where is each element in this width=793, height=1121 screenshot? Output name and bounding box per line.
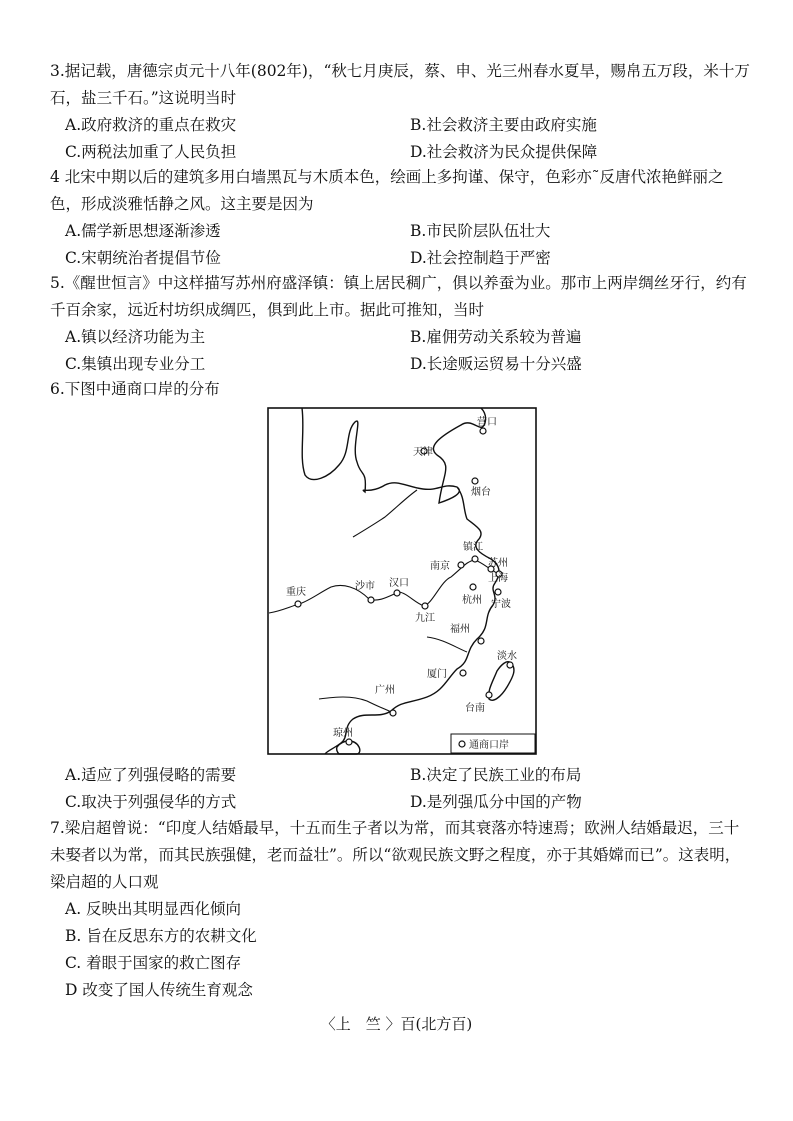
option-d: D 改变了国人传统生育观念 [65, 981, 253, 999]
options-row [50, 351, 750, 378]
city-label-jiujiang: 九江 [415, 613, 435, 624]
options-row [50, 245, 750, 272]
treaty-ports-map [267, 407, 537, 755]
port-marker-fuzhou [478, 638, 484, 644]
legend-marker [459, 741, 465, 747]
question-stem: 3.据记载，唐德宗贞元十八年(802年)，“秋七月庚辰，蔡、申、光三州春水夏旱，赐帛五万段，米十万石，盐三千石。”这说明当时 [50, 62, 750, 107]
port-marker-qiongzhou [346, 739, 352, 745]
city-label-zhenjiang: 镇江 [463, 542, 483, 553]
port-marker-shashi [368, 597, 374, 603]
city-label-fuzhou: 福州 [450, 624, 470, 635]
city-label-guangzhou: 广州 [375, 685, 395, 696]
port-marker-tainan [486, 692, 492, 698]
option-a: A.儒学新思想逐渐渗透 [65, 222, 221, 240]
option-a: A.适应了列强侵略的需要 [65, 766, 237, 784]
city-label-tainan: 台南 [465, 703, 485, 714]
port-marker-jiujiang [422, 603, 428, 609]
city-label-qiongzhou: 琼州 [333, 728, 353, 739]
city-label-ningbo: 宁波 [491, 599, 511, 610]
question-stem: 5.《醒世恒言》中这样描写苏州府盛泽镇：镇上居民稠广，俱以养蚕为业。那市上两岸绸丝牙行，约有千百余家，远近村坊织成绸匹，俱到此上市。据此可推知，当时 [50, 274, 747, 319]
option-d: D.社会救济为民众提供保障 [410, 143, 598, 161]
option-d: D.是列强瓜分中国的产物 [410, 793, 582, 811]
options-row [50, 112, 750, 139]
option-c: C.取决于列强侵华的方式 [65, 793, 237, 811]
option-d: D.长途贩运贸易十分兴盛 [410, 355, 582, 373]
question-3 [50, 58, 750, 166]
port-marker-nanjing [458, 562, 464, 568]
options-row [50, 324, 750, 351]
option-b: B.雇佣劳动关系较为普遍 [410, 328, 582, 346]
question-4 [50, 164, 750, 272]
port-marker-yingkou [480, 428, 486, 434]
city-label-chongqing: 重庆 [286, 587, 306, 598]
port-marker-hangzhou [470, 584, 476, 590]
city-label-shanghai: 上海 [488, 573, 508, 584]
map-svg [267, 407, 537, 755]
city-label-yingkou: 营口 [477, 417, 497, 428]
port-marker-zhenjiang [472, 556, 478, 562]
option-b: B. 旨在反思东方的农耕文化 [65, 927, 257, 945]
map-legend [451, 734, 535, 753]
question-5 [50, 270, 750, 378]
city-label-shashi: 沙市 [355, 581, 375, 592]
options-row [50, 789, 750, 816]
city-label-danshui: 淡水 [497, 651, 517, 662]
question-stem: 7.梁启超曾说：“印度人结婚最早，十五而生子者以为常，而其衰落亦特速焉；欧洲人结婚最迟，三十未娶者以为常，而其民族强健，老而益壮”。所以“欲观民族文野之程度，亦于其婚嫦而已”。这表明，梁启超的人口观 [50, 819, 741, 891]
option-a: A.政府救济的重点在救灾 [65, 116, 237, 134]
option-b: B.社会救济主要由政府实施 [410, 116, 597, 134]
port-marker-yantai [472, 478, 478, 484]
option-c: C.宋朝统治者提倡节俭 [65, 249, 221, 267]
legend-label: 通商口岸 [469, 740, 509, 751]
option-c: C. 着眼于国家的救亡图存 [65, 954, 242, 972]
city-label-suzhou: 苏州 [488, 558, 508, 569]
question-stem: 4 北宋中期以后的建筑多用白墙黑瓦与木质本色，绘画上多拘谨、保守，色彩亦˜反唐代浓艳鲜丽之色，形成淡雅恬静之风。这主要是因为 [50, 168, 724, 213]
city-label-nanjing: 南京 [430, 561, 450, 572]
option-a: A. 反映出其明显西化倾向 [65, 900, 242, 918]
option-d: D.社会控制趋于严密 [410, 249, 551, 267]
option-b: B.市民阶层队伍壮大 [410, 222, 551, 240]
question-7 [50, 815, 750, 1004]
port-marker-xiamen [460, 670, 466, 676]
port-marker-guangzhou [390, 710, 396, 716]
options-row [50, 218, 750, 245]
question-6-options [50, 762, 750, 816]
option-c: C.集镇出现专业分工 [65, 355, 206, 373]
city-label-hangzhou: 杭州 [462, 595, 482, 606]
page-footer: 〈上 竺 〉百(北方百) [320, 1015, 473, 1033]
city-label-tianjin: 天津 [413, 447, 433, 458]
options-row [50, 139, 750, 166]
city-label-xiamen: 厦门 [427, 669, 447, 680]
city-label-hankou: 汉口 [389, 578, 409, 589]
port-marker-hankou [394, 590, 400, 596]
option-c: C.两税法加重了人民负担 [65, 143, 237, 161]
option-a: A.镇以经济功能为主 [65, 328, 206, 346]
city-label-yantai: 烟台 [471, 487, 491, 498]
option-b: B.决定了民族工业的布局 [410, 766, 582, 784]
question-6 [50, 376, 750, 403]
port-marker-danshui [507, 662, 513, 668]
options-row [50, 762, 750, 789]
port-marker-ningbo [495, 589, 501, 595]
port-marker-chongqing [295, 601, 301, 607]
question-stem: 6.下图中通商口岸的分布 [50, 380, 220, 398]
